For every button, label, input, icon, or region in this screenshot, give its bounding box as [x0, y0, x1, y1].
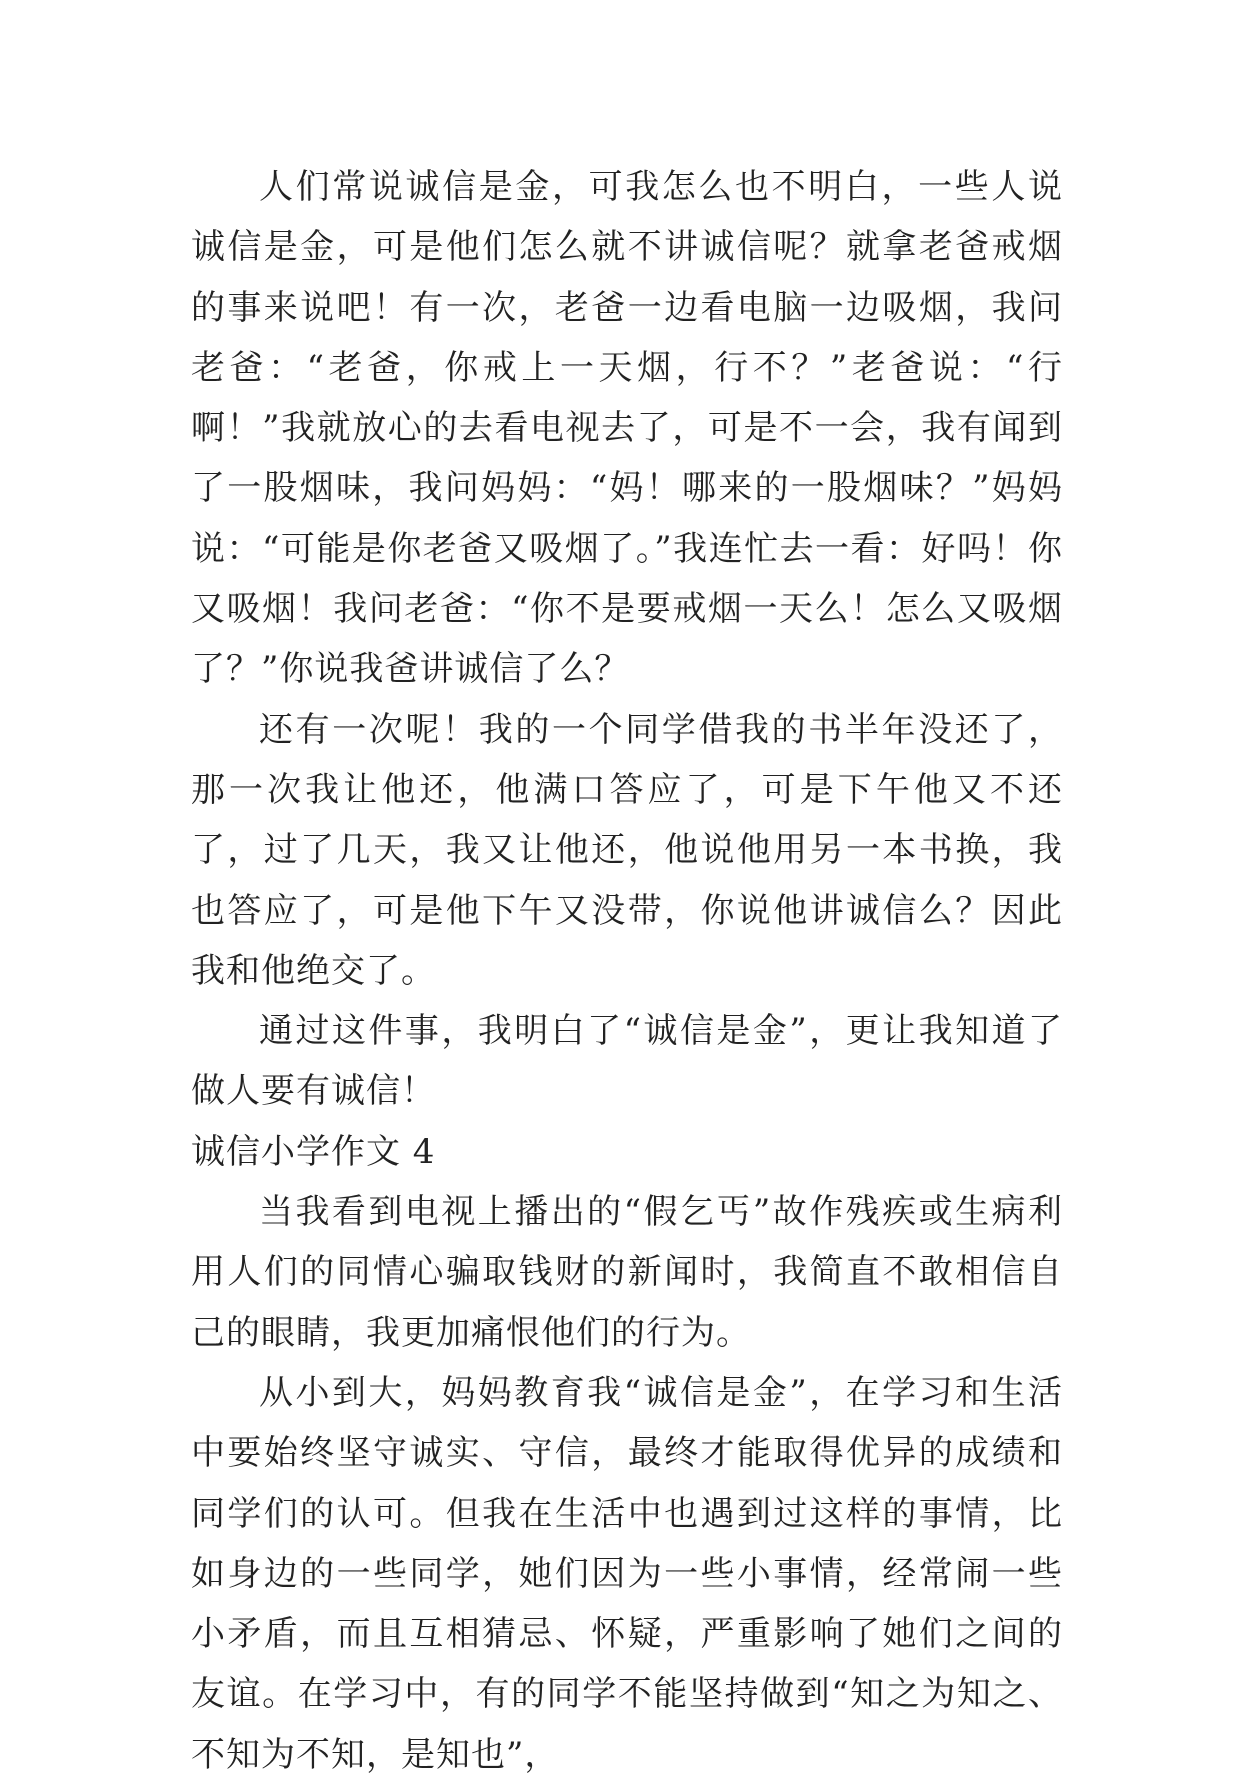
paragraph: 当我看到电视上播出的“假乞丐”故作残疾或生病利用人们的同情心骗取钱财的新闻时，我简直不敢相信自己的眼睛，我更加痛恨他们的行为。 — [191, 1192, 1063, 1353]
paragraph: 从小到大，妈妈教育我“诚信是金”，在学习和生活中要始终坚守诚实、守信，最终才能取得优异的成绩和同学们的认可。但我在生活中也遇到过这样的事情，比如身边的一些同学，她们因为一些小事情，经常闹一些小矛盾，而且互相猜忌、怀疑，严重影响了她们之间的友谊。在学习中，有的同学不能坚持做到“知之为知之、不知为不知，是知也”， — [191, 1372, 1063, 1775]
paragraph: 通过这件事，我明白了“诚信是金”，更让我知道了做人要有诚信！ — [191, 1011, 1063, 1112]
paragraph: 人们常说诚信是金，可我怎么也不明白，一些人说诚信是金，可是他们怎么就不讲诚信呢？就拿老爸戒烟的事来说吧！有一次，老爸一边看电脑一边吸烟，我问老爸：“老爸，你戒上一天烟，行不？”老爸说：“行啊！”我就放心的去看电视去了，可是不一会，我有闻到了一股烟味，我问妈妈：“妈！哪来的一股烟味？”妈妈说：“可能是你老爸又吸烟了。”我连忙去一看：好吗！你又吸烟！我问老爸：“你不是要戒烟一天么！怎么又吸烟了？”你说我爸讲诚信了么？ — [191, 167, 1063, 690]
paragraph: 还有一次呢！我的一个同学借我的书半年没还了，那一次我让他还，他满口答应了，可是下午他又不还了，过了几天，我又让他还，他说他用另一本书换，我也答应了，可是他下午又没带，你说他讲诚信么？因此我和他绝交了。 — [191, 709, 1063, 991]
section-heading: 诚信小学作文 4 — [191, 1131, 436, 1172]
document-body — [191, 157, 1063, 1785]
